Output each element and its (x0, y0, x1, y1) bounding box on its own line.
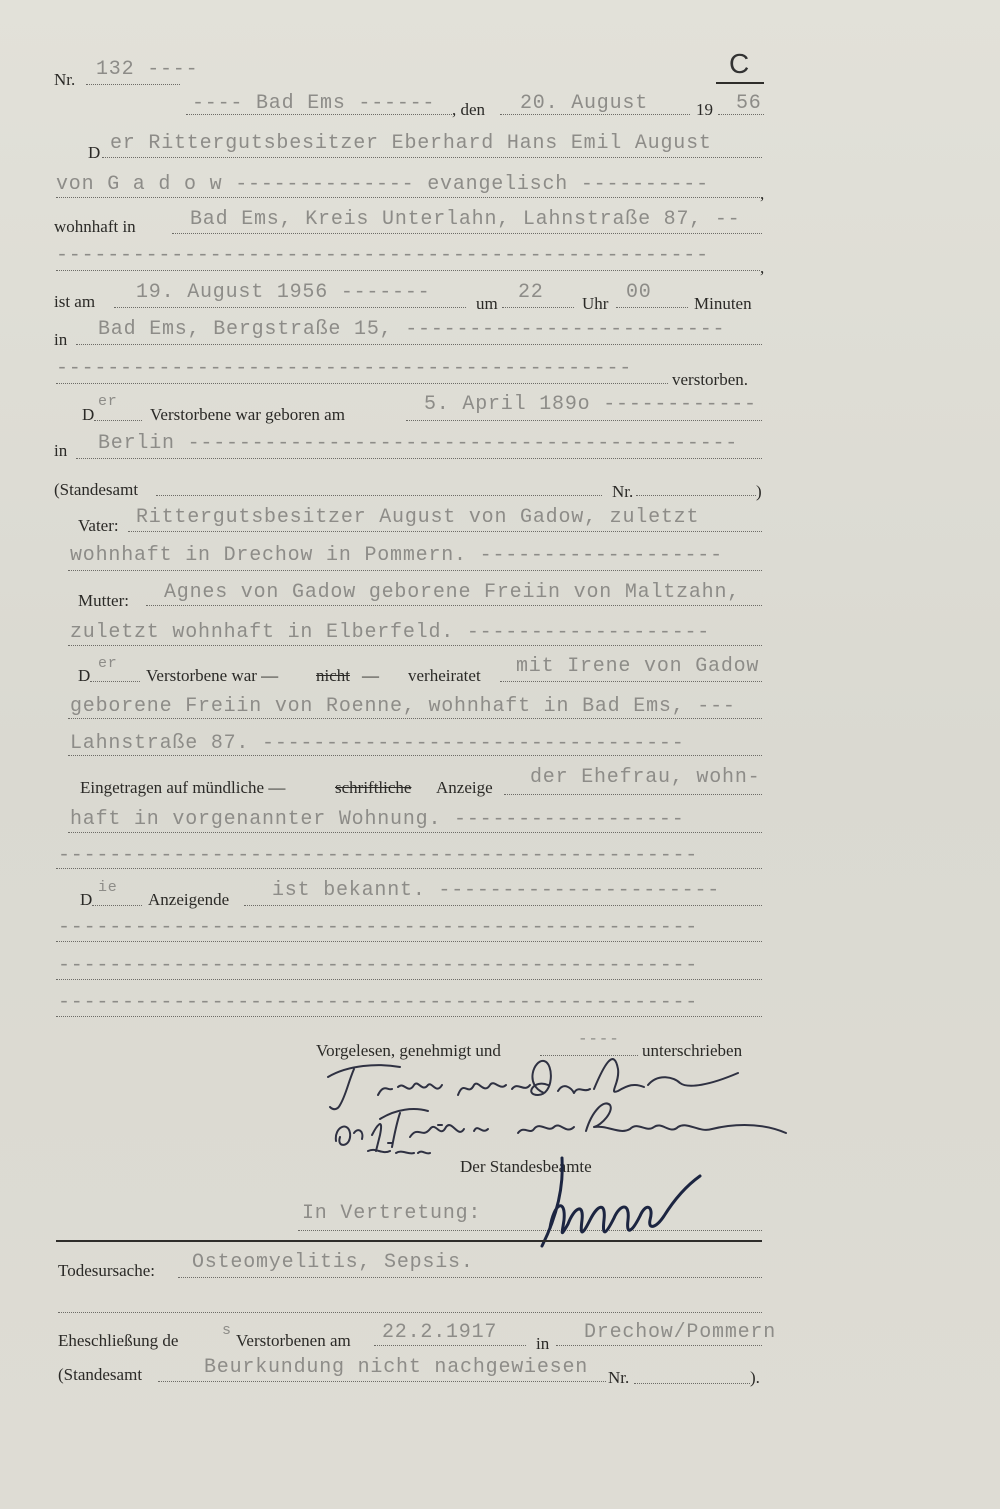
mutter-line1: Agnes von Gadow geborene Freiin von Maltzahn, (164, 581, 741, 604)
d-label: D (88, 143, 101, 162)
eingetragen-label: Eingetragen auf mündliche — (80, 778, 286, 797)
dotted-line (636, 495, 756, 496)
standesamt-value: Beurkundung nicht nachgewiesen (204, 1356, 589, 1379)
article-suffix: s (222, 1322, 232, 1339)
dotted-line (616, 307, 688, 308)
dotted-line (68, 570, 762, 571)
death-place-cont: --------------------------------------------- (56, 357, 633, 380)
dotted-line (58, 1312, 762, 1313)
comma: , (760, 258, 765, 277)
geboren-label: Verstorbene war geboren am (150, 405, 345, 424)
article-suffix: er (98, 393, 118, 410)
dotted-line (244, 905, 762, 906)
in-label: in (536, 1334, 550, 1353)
dotted-line (56, 979, 762, 980)
year-suffix: 56 (736, 92, 762, 115)
dash: — (362, 666, 379, 685)
dotted-line (56, 270, 760, 271)
dotted-line (90, 681, 140, 682)
dotted-line (68, 755, 762, 756)
death-date: 19. August 1956 ------- (136, 281, 431, 304)
dotted-line (158, 1381, 606, 1382)
mutter-line2: zuletzt wohnhaft in Elberfeld. ------------------- (70, 621, 711, 644)
schriftliche-struck: schriftliche (335, 778, 412, 797)
in-label: in (54, 441, 68, 460)
dotted-line (114, 307, 466, 308)
year-prefix: 19 (696, 100, 713, 119)
spouse-line2: geborene Freiin von Roenne, wohnhaft in Bad Ems, --- (70, 695, 736, 718)
death-hour: 22 (518, 281, 544, 304)
registry-date: 20. August (520, 92, 649, 115)
d-label: D (82, 405, 95, 424)
dotted-line (68, 718, 762, 719)
dotted-line (94, 420, 142, 421)
residence-cont: --------------------------------------------------- (56, 244, 709, 267)
spouse-line3: Lahnstraße 87. --------------------------------- (70, 732, 685, 755)
dotted-line (56, 197, 760, 198)
dotted-line (156, 495, 602, 496)
nr-label: Nr. (612, 482, 634, 501)
dotted-line (92, 905, 142, 906)
um-label: um (476, 294, 498, 313)
dotted-line (500, 681, 762, 682)
dotted-line (56, 1016, 762, 1017)
informant-line1: der Ehefrau, wohn- (530, 766, 761, 789)
nr-label: Nr. (54, 70, 76, 89)
dotted-line (68, 645, 762, 646)
article-suffix: ie (98, 879, 118, 896)
close-paren: ). (750, 1368, 760, 1387)
dotted-line (556, 1345, 762, 1346)
dotted-line (128, 531, 762, 532)
dotted-line (56, 941, 762, 942)
wohnhaft-label: wohnhaft in (54, 217, 136, 236)
in-label: in (54, 330, 68, 349)
todesursache-label: Todesursache: (58, 1261, 155, 1280)
dotted-line (172, 233, 762, 234)
standesamt-label: (Standesamt (58, 1365, 143, 1384)
section-underline (716, 82, 764, 84)
dotted-line (502, 307, 574, 308)
dotted-line (374, 1345, 526, 1346)
vater-line2: wohnhaft in Drechow in Pommern. ------------------- (70, 544, 723, 567)
birth-date: 5. April 189o ------------ (424, 393, 757, 416)
death-place: Bad Ems, Bergstraße 15, ------------------------- (98, 318, 726, 341)
informant-signature (318, 1055, 798, 1165)
verstorben-label: verstorben. (672, 370, 749, 389)
dotted-line (504, 794, 762, 795)
dotted-line (634, 1383, 750, 1384)
dotted-line (56, 868, 762, 869)
den-label: , den (452, 100, 486, 119)
unterschrieben-label: unterschrieben (642, 1041, 743, 1060)
dotted-line (102, 157, 762, 158)
vorgelesen-label: Vorgelesen, genehmigt und (316, 1041, 501, 1060)
dotted-line (178, 1277, 762, 1278)
comma: , (760, 184, 765, 203)
cause-of-death: Osteomyelitis, Sepsis. (192, 1251, 474, 1274)
uhr-label: Uhr (582, 294, 609, 313)
dotted-line (86, 84, 180, 85)
vater-line1: Rittergutsbesitzer August von Gadow, zuletzt (136, 506, 700, 529)
nicht-struck: nicht (316, 666, 350, 685)
section-divider (56, 1240, 762, 1242)
close-paren: ) (756, 482, 762, 501)
dotted-line (76, 344, 762, 345)
informant-line3: -------------------------------------------------- (58, 844, 699, 867)
standesamt-label: (Standesamt (54, 480, 139, 499)
in-vertretung: In Vertretung: (302, 1202, 482, 1225)
record-number: 132 ---- (96, 58, 199, 81)
deceased-name-line2: von G a d o w -------------- evangelisch ---------- (56, 173, 709, 196)
vorgelesen-dashes: ---- (578, 1030, 620, 1048)
anzeigende-label: Anzeigende (148, 890, 230, 909)
informant-known: ist bekannt. ---------------------- (272, 879, 721, 902)
mutter-label: Mutter: (78, 591, 129, 610)
filler-line: -------------------------------------------------- (58, 991, 699, 1014)
nr-label: Nr. (608, 1368, 630, 1387)
marriage-date: 22.2.1917 (382, 1321, 498, 1344)
d-label: D (78, 666, 91, 685)
spouse-line1: mit Irene von Gadow (516, 655, 760, 678)
standesbeamte-label: Der Standesbeamte (460, 1157, 592, 1176)
section-letter: C (729, 48, 750, 79)
dotted-line (76, 458, 762, 459)
verheiratet-label: verheiratet (408, 666, 481, 685)
birth-place: Berlin ------------------------------------------- (98, 432, 739, 455)
d-label: D (80, 890, 93, 909)
residence: Bad Ems, Kreis Unterlahn, Lahnstraße 87, -- (190, 208, 741, 231)
verstorbenen-am-label: Verstorbenen am (236, 1331, 351, 1350)
minuten-label: Minuten (694, 294, 752, 313)
marriage-place: Drechow/Pommern (584, 1321, 777, 1344)
registry-place: ---- Bad Ems ------ (192, 92, 436, 115)
ist-am-label: ist am (54, 292, 96, 311)
informant-line2: haft in vorgenannter Wohnung. ------------------ (70, 808, 685, 831)
verstorbene-war-label: Verstorbene war — (146, 666, 279, 685)
deceased-name-line1: er Rittergutsbesitzer Eberhard Hans Emil August (110, 132, 712, 155)
death-minutes: 00 (626, 281, 652, 304)
dotted-line (68, 832, 762, 833)
filler-line: -------------------------------------------------- (58, 954, 699, 977)
official-signature (520, 1158, 720, 1258)
eheschliessung-label: Eheschließung de (58, 1331, 179, 1350)
dotted-line (406, 420, 762, 421)
dotted-line (146, 605, 762, 606)
filler-line: -------------------------------------------------- (58, 916, 699, 939)
article-suffix: er (98, 655, 118, 672)
vater-label: Vater: (78, 516, 119, 535)
anzeige-label: Anzeige (436, 778, 493, 797)
dotted-line (56, 383, 668, 384)
